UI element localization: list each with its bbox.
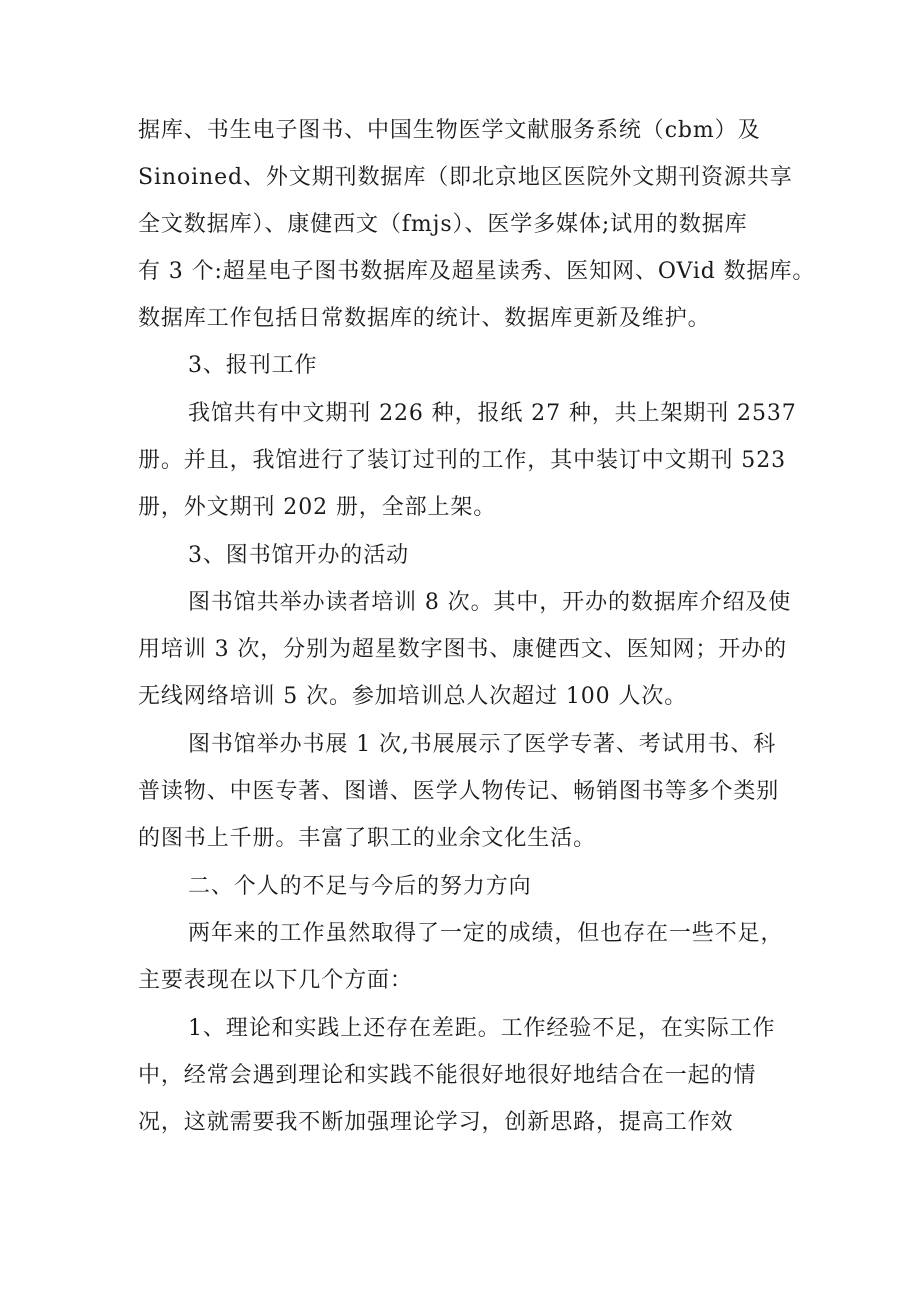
text-line: 全文数据库）、康健西文（fmjs）、医学多媒体;试用的数据库 — [138, 212, 748, 237]
text-line: 况，这就需要我不断加强理论学习，创新思路，提高工作效 — [138, 1110, 734, 1135]
text-line: 中，经常会遇到理论和实践不能很好地很好地结合在一起的情 — [138, 1063, 757, 1088]
text-line: 普读物、中医专著、图谱、医学人物传记、畅销图书等多个类别 — [138, 779, 780, 804]
text-line: 主要表现在以下几个方面： — [138, 968, 413, 993]
text-line: 无线网络培训 5 次。参加培训总人次超过 100 人次。 — [138, 684, 688, 709]
section-heading: 3、报刊工作 — [188, 353, 318, 378]
text-line: 据库、书生电子图书、中国生物医学文献服务系统（cbm）及 — [138, 118, 761, 143]
text-line: 两年来的工作虽然取得了一定的成绩，但也存在一些不足， — [188, 921, 784, 946]
text-line: 数据库工作包括日常数据库的统计、数据库更新及维护。 — [138, 306, 711, 331]
text-line: 用培训 3 次，分别为超星数字图书、康健西文、医知网；开办的 — [138, 637, 787, 662]
text-line: 有 3 个:超星电子图书数据库及超星读秀、医知网、OVid 数据库。 — [138, 259, 816, 284]
text-line: 我馆共有中文期刊 226 种，报纸 27 种，共上架期刊 2537 — [188, 401, 797, 426]
text-line: 册。并且，我馆进行了装订过刊的工作，其中装订中文期刊 523 — [138, 448, 786, 473]
text-line: 图书馆举办书展 1 次,书展展示了医学专著、考试用书、科 — [188, 732, 777, 757]
text-line: 图书馆共举办读者培训 8 次。其中，开办的数据库介绍及使 — [188, 590, 792, 615]
section-heading: 二、个人的不足与今后的努力方向 — [188, 874, 532, 899]
text-line: 册，外文期刊 202 册，全部上架。 — [138, 495, 497, 520]
text-line: 的图书上千册。丰富了职工的业余文化生活。 — [138, 826, 597, 851]
text-line: Sinoined、外文期刊数据库（即北京地区医院外文期刊资源共享 — [138, 165, 793, 190]
text-line: 1、理论和实践上还存在差距。工作经验不足，在实际工作 — [188, 1016, 776, 1041]
section-heading: 3、图书馆开办的活动 — [188, 543, 409, 568]
